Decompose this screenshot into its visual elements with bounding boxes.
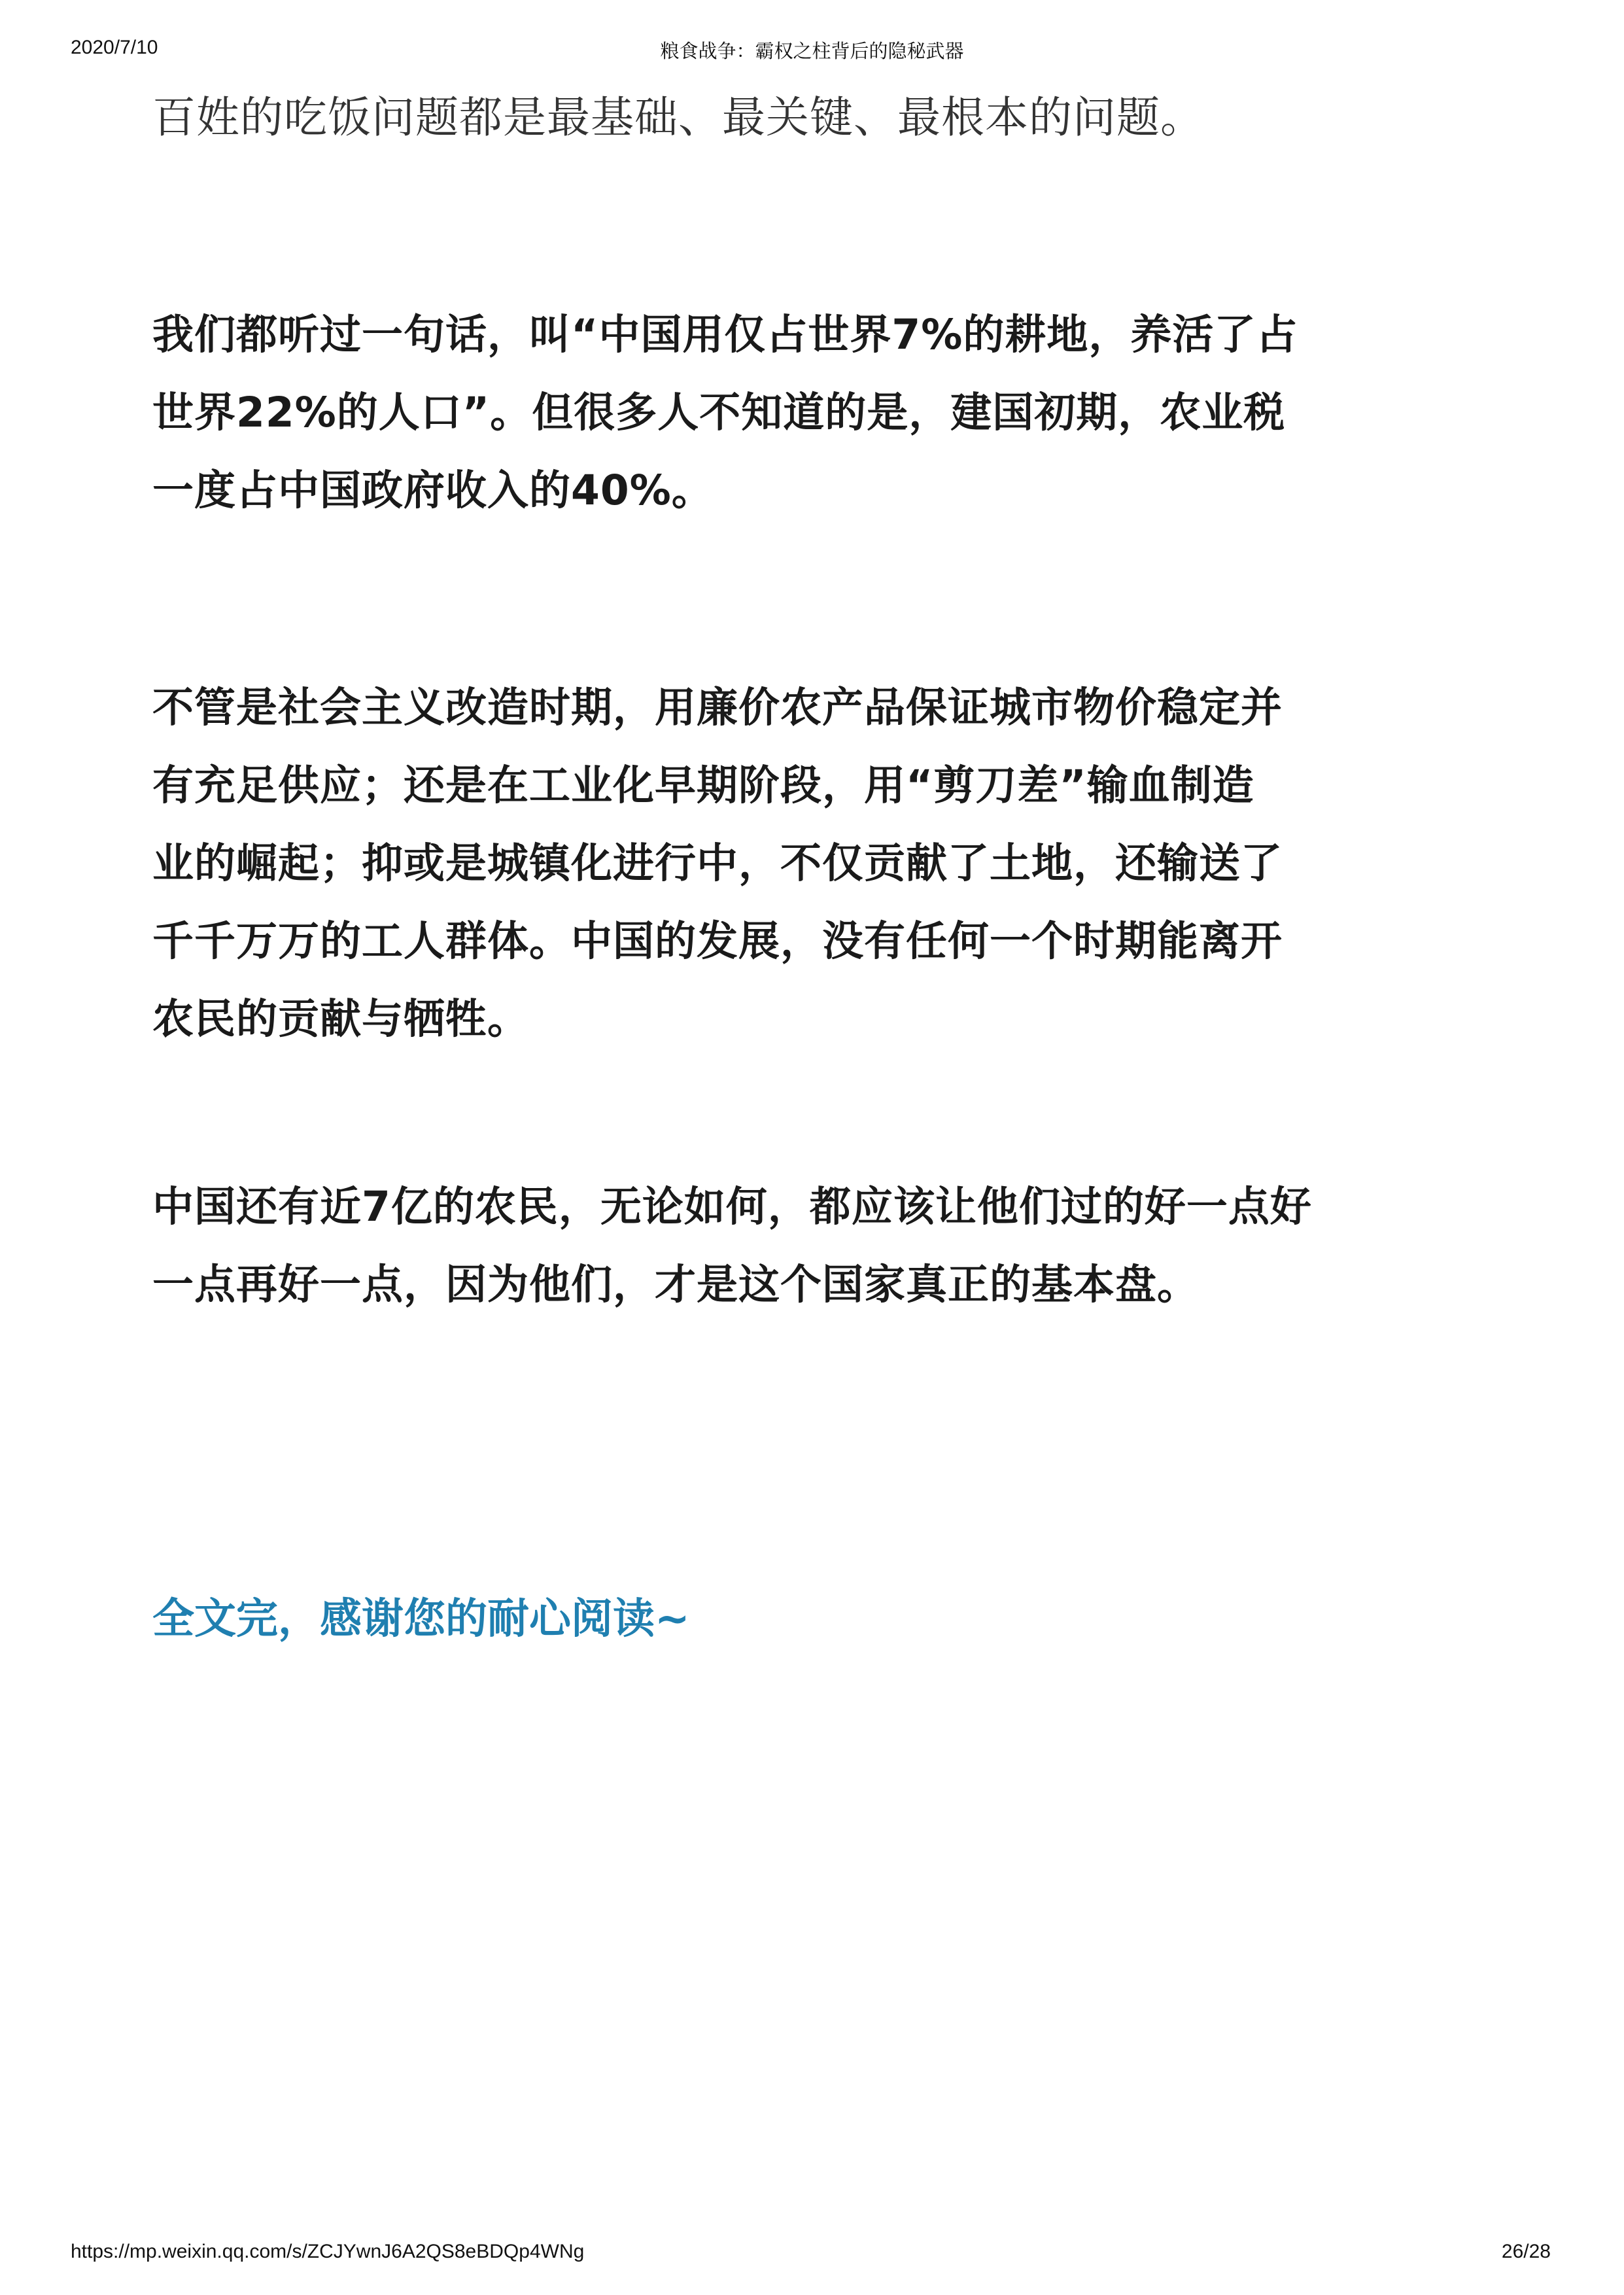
page-number: 26/28 (1501, 2241, 1551, 2262)
print-header (0, 37, 1624, 65)
print-page-title: 粮食战争：霸权之柱背后的隐秘武器 (660, 40, 964, 62)
paragraph-line: 世界22%的人口”。但很多人不知道的是，建国初期，农业税 (152, 389, 1286, 436)
paragraph-line: 一度占中国政府收入的40%。 (152, 466, 714, 514)
paragraph-line: 农民的贡献与牺牲。 (152, 995, 529, 1043)
paragraph-line: 我们都听过一句话，叫“中国用仅占世界7%的耕地，养活了占 (152, 311, 1298, 359)
paragraph-line: 一点再好一点，因为他们，才是这个国家真正的基本盘。 (152, 1261, 1199, 1308)
paragraph-farmers-contribution (152, 669, 1283, 1058)
paragraph-farmland (152, 296, 1298, 529)
source-url: https://mp.weixin.qq.com/s/ZCJYwnJ6A2QS8eBDQp4WNg (71, 2241, 585, 2262)
paragraph-line: 中国还有近7亿的农民，无论如何，都应该让他们过的好一点好 (152, 1183, 1312, 1231)
print-footer (0, 2241, 1624, 2269)
paragraph-line: 业的崛起；抑或是城镇化进行中，不仅贡献了土地，还输送了 (152, 839, 1283, 887)
closing-note: 全文完，感谢您的耐心阅读~ (152, 1595, 690, 1643)
paragraph-conclusion (152, 1168, 1312, 1323)
lead-line: 百姓的吃饭问题都是最基础、最关键、最根本的问题。 (152, 92, 1204, 143)
article-body (152, 85, 1487, 1643)
paragraph-line: 千千万万的工人群体。中国的发展，没有任何一个时期能离开 (152, 917, 1283, 965)
paragraph-line: 有充足供应；还是在工业化早期阶段，用“剪刀差”输血制造 (152, 762, 1254, 809)
paragraph-line: 不管是社会主义改造时期，用廉价农产品保证城市物价稳定并 (152, 684, 1283, 731)
print-date: 2020/7/10 (71, 37, 158, 58)
